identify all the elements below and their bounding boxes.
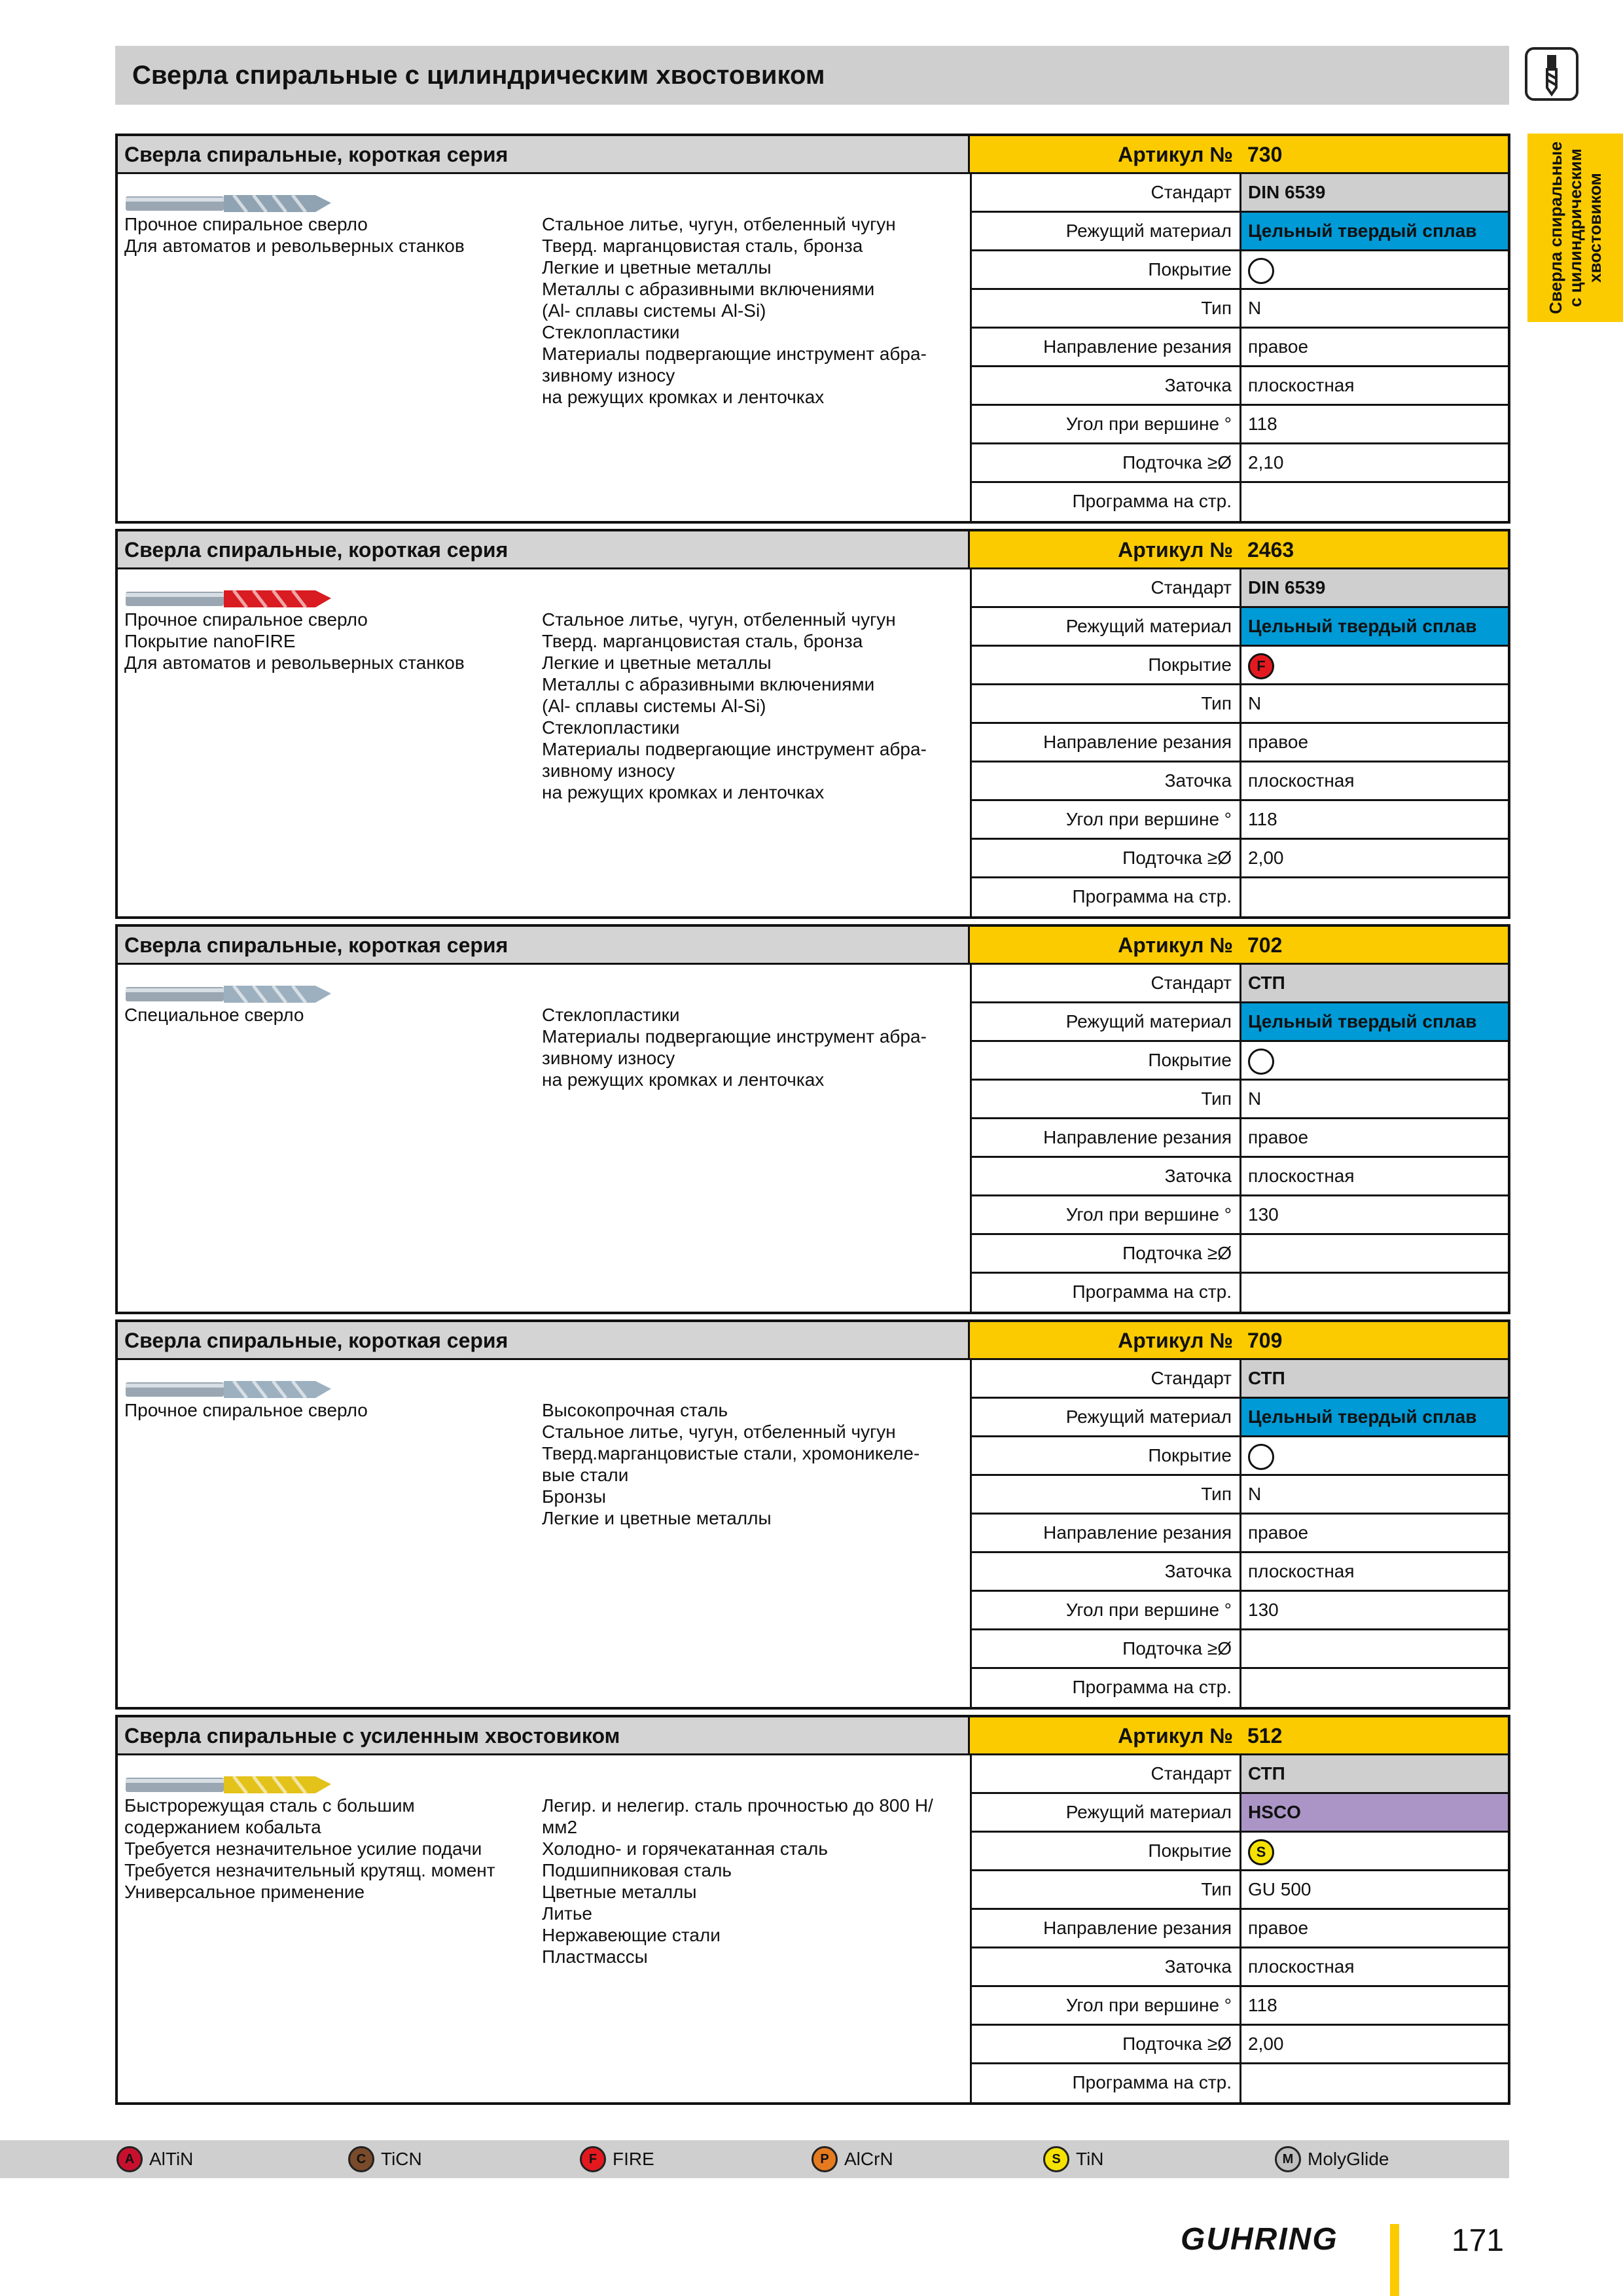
property-label: Покрытие <box>972 1042 1241 1079</box>
property-value: СТП <box>1241 965 1508 1001</box>
coating-altin-icon: A <box>116 2146 143 2172</box>
property-label: Направление резания <box>972 724 1241 761</box>
property-value <box>1241 1235 1508 1272</box>
property-label: Тип <box>972 290 1241 327</box>
property-label: Подточка ≥Ø <box>972 1235 1241 1272</box>
property-label: Стандарт <box>972 1755 1241 1792</box>
property-value <box>1241 1630 1508 1667</box>
description-line: Для автоматов и револьверных станков <box>124 653 465 673</box>
coating-tin-icon: S <box>1043 2146 1069 2172</box>
property-value: HSCO <box>1241 1794 1508 1831</box>
product-header <box>118 1717 970 1755</box>
properties-table <box>970 965 1508 1312</box>
article-label: Артикул № <box>1118 1724 1233 1748</box>
property-value: плоскостная <box>1248 770 1355 791</box>
article-number[interactable]: 2463 <box>1247 538 1294 562</box>
property-value: 118 <box>1248 1995 1277 2015</box>
property-value: Цельный твердый сплав <box>1241 608 1508 645</box>
material-line: Высокопрочная сталь <box>542 1400 728 1420</box>
property-value: N <box>1248 1088 1262 1109</box>
property-value: правое <box>1248 1918 1309 1938</box>
property-row <box>972 801 1508 840</box>
properties-table <box>970 1360 1508 1707</box>
product-block <box>115 924 1510 1314</box>
material-line: зивному износу <box>542 1048 675 1068</box>
article-label: Артикул № <box>1118 933 1233 957</box>
product-title: Сверла спиральные с усиленным хвостовиком <box>124 1724 620 1748</box>
side-tab-label: Сверла спиральные с цилиндрическим хвостовиком <box>1546 141 1605 314</box>
property-label: Покрытие <box>972 647 1241 683</box>
property-label: Покрытие <box>972 251 1241 288</box>
article-number[interactable]: 512 <box>1247 1724 1283 1748</box>
property-row <box>972 406 1508 444</box>
properties-table <box>970 569 1508 916</box>
legend-label: AlTiN <box>149 2149 194 2169</box>
material-line: Легкие и цветные металлы <box>542 653 772 673</box>
legend-label: FIRE <box>613 2149 654 2169</box>
property-row <box>972 329 1508 367</box>
material-line: Легир. и нелегир. сталь прочностью до 800 Н/ <box>542 1795 933 1816</box>
property-row <box>972 1515 1508 1553</box>
description-line: Быстрорежущая сталь с большим <box>124 1795 415 1816</box>
material-line: (Al- сплавы системы Al-Si) <box>542 696 766 716</box>
property-row <box>972 762 1508 801</box>
description-line: Требуется незначительный крутящ. момент <box>124 1860 495 1880</box>
property-row <box>972 367 1508 406</box>
description-line: Прочное спиральное сверло <box>124 1400 368 1420</box>
material-line: вые стали <box>542 1465 629 1485</box>
property-label: Заточка <box>972 762 1241 799</box>
page-number: 171 <box>1452 2223 1505 2258</box>
property-value: DIN 6539 <box>1241 174 1508 211</box>
property-value <box>1241 2064 1508 2103</box>
property-value: 118 <box>1248 809 1277 829</box>
coating-icon <box>1248 1049 1274 1075</box>
article-header <box>970 927 1508 965</box>
property-label: Стандарт <box>972 965 1241 1001</box>
coating-legend <box>0 2140 1509 2178</box>
property-value: 2,00 <box>1248 2034 1284 2054</box>
legend-label: TiCN <box>381 2149 422 2169</box>
property-value: DIN 6539 <box>1241 569 1508 606</box>
material-line: Пластмассы <box>542 1946 648 1967</box>
product-header <box>118 927 970 965</box>
property-label: Программа на стр. <box>972 2064 1241 2103</box>
article-label: Артикул № <box>1118 143 1233 166</box>
property-row <box>972 1476 1508 1515</box>
property-row <box>972 1910 1508 1948</box>
materials-list <box>542 213 967 408</box>
property-row <box>972 1360 1508 1399</box>
material-line: на режущих кромках и ленточках <box>542 387 825 407</box>
property-label: Угол при вершине ° <box>972 1196 1241 1233</box>
article-number[interactable]: 730 <box>1247 143 1283 166</box>
property-label: Угол при вершине ° <box>972 1592 1241 1628</box>
property-row <box>972 1235 1508 1274</box>
materials-list <box>542 1399 967 1529</box>
material-line: Металлы с абразивными включениями <box>542 279 875 299</box>
property-row <box>972 569 1508 608</box>
product-block <box>115 1319 1510 1710</box>
material-line: Цветные металлы <box>542 1882 697 1902</box>
property-label: Подточка ≥Ø <box>972 444 1241 481</box>
material-line: Стальное литье, чугун, отбеленный чугун <box>542 1422 896 1442</box>
property-row <box>972 685 1508 724</box>
legend-label: TiN <box>1076 2149 1104 2169</box>
material-line: Металлы с абразивными включениями <box>542 674 875 694</box>
coating-icon <box>1248 258 1274 284</box>
property-label: Заточка <box>972 1948 1241 1985</box>
property-label: Стандарт <box>972 174 1241 211</box>
description-line: Требуется незначительное усилие подачи <box>124 1839 482 1859</box>
property-value: плоскостная <box>1248 1956 1355 1977</box>
application-description <box>124 1004 530 1026</box>
coating-icon: F <box>1248 653 1274 679</box>
brand-logo: GUHRING <box>1181 2222 1338 2257</box>
material-line: Стеклопластики <box>542 717 680 738</box>
article-label: Артикул № <box>1118 1329 1233 1352</box>
coating-alcrn-icon: P <box>812 2146 838 2172</box>
property-label: Программа на стр. <box>972 1274 1241 1312</box>
property-label: Тип <box>972 1476 1241 1513</box>
material-line: (Al- сплавы системы Al-Si) <box>542 300 766 321</box>
description-line: Для автоматов и револьверных станков <box>124 236 465 256</box>
property-label: Тип <box>972 685 1241 722</box>
coating-fire-icon: F <box>580 2146 606 2172</box>
page-title-bar <box>115 46 1509 105</box>
coating-ticn-icon: C <box>348 2146 374 2172</box>
property-value: N <box>1248 298 1262 318</box>
property-label: Режущий материал <box>972 213 1241 249</box>
property-value: правое <box>1248 1522 1309 1543</box>
material-line: зивному износу <box>542 365 675 386</box>
property-value <box>1241 1274 1508 1312</box>
property-row <box>972 1833 1508 1871</box>
materials-list <box>542 1795 967 1967</box>
product-header <box>118 136 970 174</box>
property-row <box>972 1399 1508 1437</box>
product-title: Сверла спиральные, короткая серия <box>124 933 508 957</box>
property-row <box>972 1437 1508 1476</box>
property-label: Программа на стр. <box>972 483 1241 522</box>
property-value <box>1241 647 1508 683</box>
material-line: Тверд. марганцовистая сталь, бронза <box>542 631 863 651</box>
property-label: Тип <box>972 1871 1241 1908</box>
side-section-tab[interactable] <box>1527 134 1623 322</box>
footer-accent-bar <box>1390 2224 1399 2296</box>
property-label: Покрытие <box>972 1437 1241 1474</box>
product-header <box>118 1322 970 1360</box>
materials-list <box>542 609 967 803</box>
property-row <box>972 647 1508 685</box>
property-row <box>972 1794 1508 1833</box>
property-row <box>972 290 1508 329</box>
material-line: Стальное литье, чугун, отбеленный чугун <box>542 214 896 234</box>
property-label: Режущий материал <box>972 1399 1241 1435</box>
property-value: 118 <box>1248 414 1277 434</box>
product-title: Сверла спиральные, короткая серия <box>124 538 508 562</box>
material-line: Тверд.марганцовистые стали, хромоникеле- <box>542 1443 920 1463</box>
property-row <box>972 1081 1508 1119</box>
property-row <box>972 1158 1508 1196</box>
property-row <box>972 965 1508 1003</box>
property-label: Угол при вершине ° <box>972 801 1241 838</box>
property-label: Тип <box>972 1081 1241 1117</box>
property-row <box>972 251 1508 290</box>
property-value: 130 <box>1248 1204 1279 1225</box>
property-value: плоскостная <box>1248 1166 1355 1186</box>
property-row <box>972 1042 1508 1081</box>
coating-molyglide-icon: M <box>1275 2146 1301 2172</box>
property-value: 2,00 <box>1248 848 1284 868</box>
property-label: Стандарт <box>972 1360 1241 1397</box>
property-value: плоскостная <box>1248 375 1355 395</box>
property-label: Программа на стр. <box>972 1669 1241 1708</box>
property-row <box>972 1948 1508 1987</box>
material-line: Материалы подвергающие инструмент абра- <box>542 739 927 759</box>
drill-category-icon <box>1525 47 1578 101</box>
property-label: Режущий материал <box>972 608 1241 645</box>
property-label: Подточка ≥Ø <box>972 1630 1241 1667</box>
article-number[interactable]: 709 <box>1247 1329 1283 1352</box>
product-title: Сверла спиральные, короткая серия <box>124 1329 508 1352</box>
property-row <box>972 878 1508 917</box>
material-line: на режущих кромках и ленточках <box>542 782 825 802</box>
page-title: Сверла спиральные с цилиндрическим хвостовиком <box>132 61 825 90</box>
property-label: Угол при вершине ° <box>972 406 1241 442</box>
article-label: Артикул № <box>1118 538 1233 562</box>
article-number[interactable]: 702 <box>1247 933 1283 957</box>
material-line: Холодно- и горячекатанная сталь <box>542 1839 828 1859</box>
property-row <box>972 1196 1508 1235</box>
material-line: Материалы подвергающие инструмент абра- <box>542 344 927 364</box>
property-value <box>1241 483 1508 522</box>
property-label: Режущий материал <box>972 1003 1241 1040</box>
materials-list <box>542 1004 967 1090</box>
property-value: СТП <box>1241 1360 1508 1397</box>
property-label: Направление резания <box>972 1910 1241 1946</box>
property-label: Заточка <box>972 367 1241 404</box>
property-row <box>972 1755 1508 1794</box>
material-line: Стеклопластики <box>542 1005 680 1025</box>
property-value: правое <box>1248 1127 1309 1147</box>
material-line: Подшипниковая сталь <box>542 1860 732 1880</box>
property-label: Направление резания <box>972 1119 1241 1156</box>
property-row <box>972 444 1508 483</box>
property-value: 130 <box>1248 1600 1279 1620</box>
application-description <box>124 213 530 257</box>
property-label: Режущий материал <box>972 1794 1241 1831</box>
application-description <box>124 1795 530 1903</box>
property-value: 2,10 <box>1248 452 1284 473</box>
property-row <box>972 483 1508 522</box>
description-line: Специальное сверло <box>124 1005 304 1025</box>
property-value <box>1241 1669 1508 1708</box>
application-description <box>124 1399 530 1421</box>
article-header <box>970 1322 1508 1360</box>
material-line: на режущих кромках и ленточках <box>542 1069 825 1090</box>
product-header <box>118 531 970 569</box>
property-value: N <box>1248 693 1262 713</box>
property-value: правое <box>1248 732 1309 752</box>
material-line: зивному износу <box>542 761 675 781</box>
material-line: Стальное литье, чугун, отбеленный чугун <box>542 609 896 630</box>
description-line: Покрытие nanoFIRE <box>124 631 296 651</box>
article-header <box>970 1717 1508 1755</box>
application-description <box>124 609 530 673</box>
coating-icon: S <box>1248 1839 1274 1865</box>
material-line: Нержавеющие стали <box>542 1925 721 1945</box>
property-row <box>972 840 1508 878</box>
property-row <box>972 1553 1508 1592</box>
property-label: Заточка <box>972 1158 1241 1194</box>
property-label: Программа на стр. <box>972 878 1241 917</box>
product-block <box>115 1715 1510 2105</box>
material-line: мм2 <box>542 1817 578 1837</box>
properties-table <box>970 174 1508 521</box>
property-value <box>1241 1833 1508 1869</box>
property-row <box>972 2064 1508 2103</box>
material-line: Литье <box>542 1903 592 1924</box>
property-row <box>972 1003 1508 1042</box>
property-row <box>972 608 1508 647</box>
property-row <box>972 1119 1508 1158</box>
material-line: Легкие и цветные металлы <box>542 257 772 278</box>
property-value: правое <box>1248 336 1309 357</box>
property-row <box>972 213 1508 251</box>
property-row <box>972 174 1508 213</box>
coating-icon <box>1248 1444 1274 1470</box>
product-block <box>115 529 1510 919</box>
property-value: плоскостная <box>1248 1561 1355 1581</box>
property-row <box>972 1592 1508 1630</box>
material-line: Стеклопластики <box>542 322 680 342</box>
property-row <box>972 1669 1508 1708</box>
property-row <box>972 2026 1508 2064</box>
material-line: Материалы подвергающие инструмент абра- <box>542 1026 927 1047</box>
description-line: Прочное спиральное сверло <box>124 214 368 234</box>
property-label: Покрытие <box>972 1833 1241 1869</box>
product-block <box>115 134 1510 524</box>
property-value <box>1241 1042 1508 1079</box>
property-label: Направление резания <box>972 329 1241 365</box>
property-row <box>972 1871 1508 1910</box>
product-title: Сверла спиральные, короткая серия <box>124 143 508 166</box>
property-value: Цельный твердый сплав <box>1241 213 1508 249</box>
property-value <box>1241 1437 1508 1474</box>
property-value: Цельный твердый сплав <box>1241 1003 1508 1040</box>
material-line: Бронзы <box>542 1486 606 1507</box>
property-value: N <box>1248 1484 1262 1504</box>
property-row <box>972 1274 1508 1312</box>
property-label: Направление резания <box>972 1515 1241 1551</box>
material-line: Тверд. марганцовистая сталь, бронза <box>542 236 863 256</box>
material-line: Легкие и цветные металлы <box>542 1508 772 1528</box>
article-header <box>970 136 1508 174</box>
property-label: Подточка ≥Ø <box>972 840 1241 876</box>
property-value: СТП <box>1241 1755 1508 1792</box>
description-line: Универсальное применение <box>124 1882 365 1902</box>
legend-label: MolyGlide <box>1308 2149 1389 2169</box>
property-value <box>1241 878 1508 917</box>
property-value: GU 500 <box>1248 1879 1311 1899</box>
property-label: Стандарт <box>972 569 1241 606</box>
legend-label: AlCrN <box>844 2149 893 2169</box>
property-row <box>972 1630 1508 1669</box>
property-value <box>1241 251 1508 288</box>
property-row <box>972 1987 1508 2026</box>
property-value: Цельный твердый сплав <box>1241 1399 1508 1435</box>
property-label: Угол при вершине ° <box>972 1987 1241 2024</box>
description-line: Прочное спиральное сверло <box>124 609 368 630</box>
description-line: содержанием кобальта <box>124 1817 321 1837</box>
article-header <box>970 531 1508 569</box>
property-label: Заточка <box>972 1553 1241 1590</box>
property-row <box>972 724 1508 762</box>
property-label: Подточка ≥Ø <box>972 2026 1241 2062</box>
properties-table <box>970 1755 1508 2102</box>
